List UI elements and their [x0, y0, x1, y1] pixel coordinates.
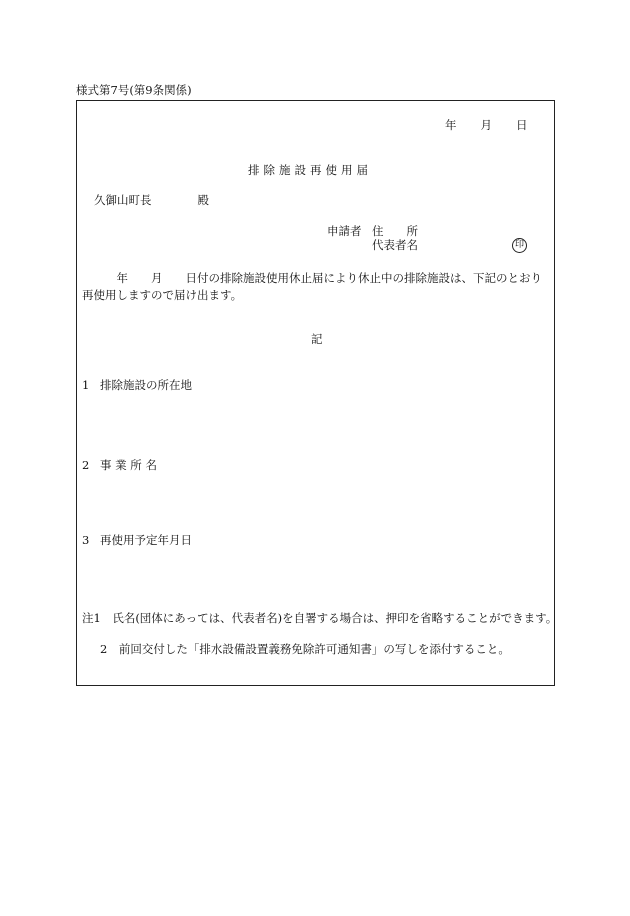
date-day: 日	[516, 118, 528, 132]
item-label: 事 業 所 名	[100, 458, 157, 472]
addressee: 久御山町長 殿	[94, 193, 209, 207]
item-number: 3	[82, 533, 90, 547]
item-business-name	[82, 459, 157, 473]
date-line	[445, 119, 528, 133]
item-number: 2	[82, 458, 90, 472]
item-number: 1	[82, 378, 90, 392]
applicant-address-label: 住 所	[372, 224, 418, 238]
item-location	[82, 379, 192, 393]
applicant-label: 申請者	[327, 224, 362, 238]
date-year: 年	[445, 118, 457, 132]
applicant-representative-label: 代表者名	[372, 238, 418, 252]
form-frame	[76, 100, 555, 686]
body-text: 年 月 日付の排除施設使用休止届により休止中の排除施設は、下記のとおり再使用しますので届け出ます。	[82, 271, 542, 302]
seal-mark: 印	[512, 238, 527, 253]
form-number: 様式第7号(第9条関係)	[76, 83, 192, 97]
item-reuse-date	[82, 534, 192, 548]
ki-heading: 記	[311, 332, 323, 346]
date-month: 月	[480, 118, 492, 132]
document-title: 排除施設再使用届	[248, 163, 372, 177]
note-2: 2 前回交付した「排水設備設置義務免除許可通知書」の写しを添付すること。	[100, 642, 510, 656]
note-1: 注1 氏名(団体にあっては、代表者名)を自署する場合は、押印を省略することができます。	[82, 611, 558, 625]
item-label: 排除施設の所在地	[100, 378, 192, 392]
item-label: 再使用予定年月日	[100, 533, 192, 547]
